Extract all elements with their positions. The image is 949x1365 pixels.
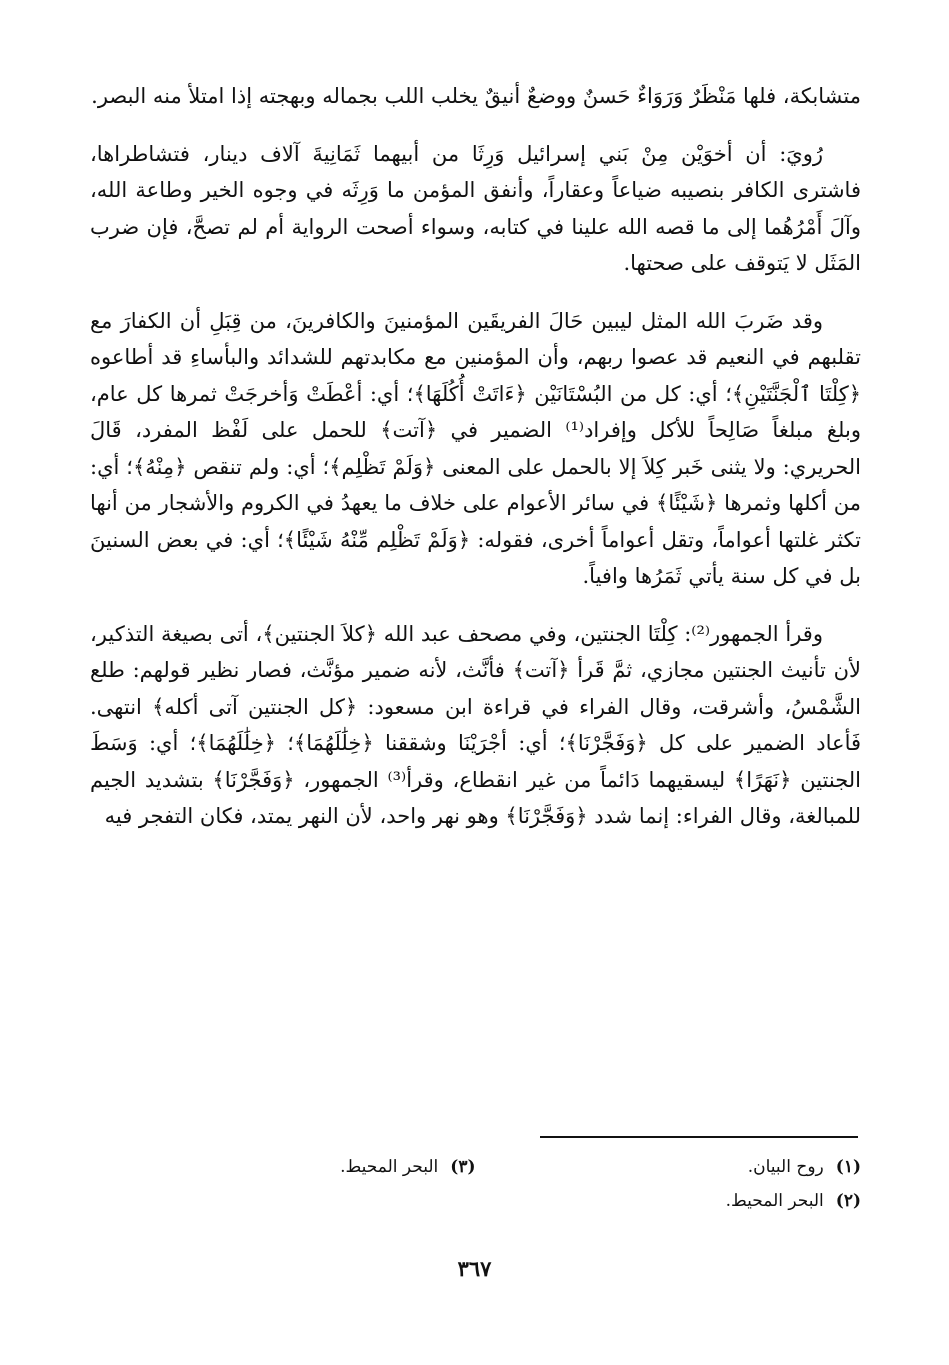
paragraph-4: وقرأ الجمهور⁽²⁾: كِلْتَا الجنتين، وفي مصحف عبد الله ﴿كلاَ الجنتين﴾، أتى بصيغة التذكير، لأن تأنيث الجنتين مجازي، ثمَّ قَرأ ﴿آتت﴾ فأنَّث، لأنه ضمير مؤنَّث، فصار نظير قولهم: طلع الشَّمْسُ، وأشرقت، وقال الفراء في قراءة ابن مسعود: ﴿كل الجنتين آتى أكله﴾ انتهى. فَأعاد الضمير على كل ﴿وَفَجَّرْنَا﴾؛ أي: أجْرَيْنَا وشققنا ﴿خِلَٰلَهُمَا﴾؛ ﴿خِلَٰلَهُمَا﴾؛ أي: وَسَطَ الجنتين ﴿نَهَرًا﴾ ليسقيهما دَائماً من غير انقطاع، وقرأ⁽³⁾ الجمهور، ﴿وَفَجَّرْنَا﴾ بتشديد الجيم للمبالغة، وقال الفراء: إنما شدد ﴿وَفَجَّرْنَا﴾ وهو نهر واحد، لأن النهر يمتد، فكان التفجر فيه (90, 621, 861, 828)
paragraph-3: وقد ضَربَ الله المثل ليبين حَالَ الفريقَين المؤمنينَ والكافرينَ، من قِبَلِ أن الكفارَ مع تقلبهم في النعيم قد عصوا ربهم، وأن المؤمنين مع مكابدتهم للشدائد والبأساءِ قد أطاعوه ﴿كِلْتَا ٱلْجَنَّتَيْنِ﴾؛ أي: كل من البُسْتَانَيْن ﴿ءَاتَتْ أُكُلَهَا﴾؛ أي: أعْطَتْ وَأخرجَتْ ثمرها كل عام، وبلغ مبلغاً صَالِحاً للأكل وإفراد⁽¹⁾ الضمير في ﴿آتت﴾ للحمل على لَفْظ المفرد، قَالَ الحريري: ولا يثنى خَبر كِلاَ إلا بالحمل على المعنى ﴿وَلَمْ تَظْلِم﴾؛ أي: ولم تنقص ﴿مِنْهُ﴾؛ أي: من أكلها وثمرها ﴿شَيْئًا﴾ في سائر الأعوام على خلاف ما يعهدُ في الكروم والأشجار من أنها تكثر غلتها أعواماً، وتقل أعواماً أخرى، فقوله: ﴿وَلَمْ تَظْلِم مِّنْهُ شَيْئًا﴾؛ أي: في بعض السنينَ بل في كل سنة يأتي ثَمَرُها وافياً. (90, 308, 861, 588)
footnote-row-2 (90, 1184, 861, 1218)
footnote-2 (476, 1184, 862, 1218)
footnote-row-1 (90, 1150, 861, 1184)
footnote-number: (٣) (450, 1157, 476, 1177)
footnotes (90, 1150, 861, 1218)
footnote-3 (90, 1150, 476, 1184)
footnote-text: البحر المحيط. (340, 1157, 439, 1177)
footnote-number: (١) (835, 1157, 861, 1177)
paragraph-1: متشابكة، فلها مَنْظَرٌ وَرَوَاءٌ حَسنٌ ووضعٌ أنيقٌ يخلب اللب بجماله وبهجته إذا امتلأ منه البصر. (91, 84, 861, 108)
page-number: ٣٦٧ (457, 1256, 492, 1281)
main-text (90, 78, 861, 856)
footnote-text: البحر المحيط. (725, 1191, 824, 1211)
paragraph-2: رُويَ: أن أخوَيْن مِنْ بَني إسرائيل وَرِثَا من أبيهما ثَمَانِيةَ آلاف دينار، فتشاطراها، فاشترى الكافر بنصيبه ضياعاً وعقاراً، وأنفق المؤمن ما وَرِثَه في وجوه الخير وطاعة الله، وآلَ أَمْرُهُما إلى ما قصه الله علينا في كتابه، وسواء أصحت الرواية أم لم تصحَّ، فإن ضرب المَثَل لا يَتوقف على صحتها. (90, 141, 861, 275)
footnote-number: (٢) (835, 1191, 861, 1211)
footnote-1 (476, 1150, 862, 1184)
footnote-separator (540, 1136, 858, 1138)
footnote-text: روح البيان. (747, 1157, 824, 1177)
